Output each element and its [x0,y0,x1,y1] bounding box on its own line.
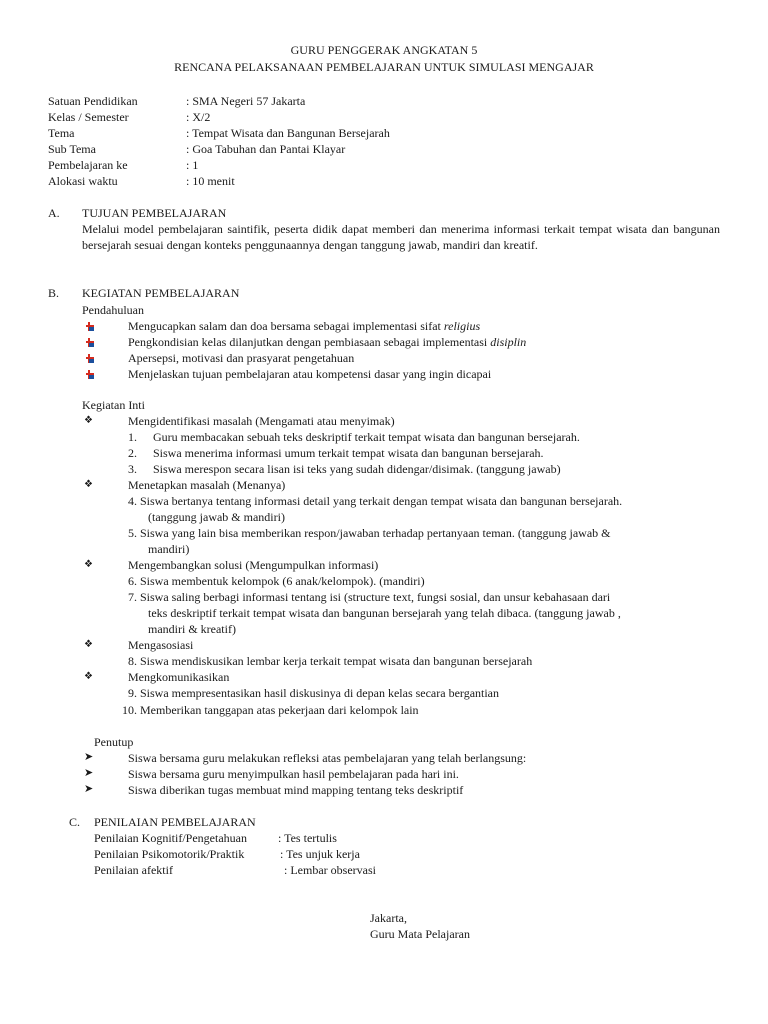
inti-step-title: Mengidentifikasi masalah (Mengamati atau menyimak) [128,414,395,428]
inti-item: 5. Siswa yang lain bisa memberikan respon/jawaban terhadap pertanyaan teman. (tanggung jawab & [128,526,611,540]
header-line-1: GURU PENGGERAK ANGKATAN 5 [290,43,478,57]
arrow-bullet-icon: ➤ [84,750,94,763]
inti-item-continuation: (tanggung jawab & mandiri) [148,510,285,524]
red-bullet-icon [86,322,94,331]
inti-item: Siswa menerima informasi umum terkait tempat wisata dan bangunan bersejarah. [153,446,544,460]
inti-item-continuation: mandiri & kreatif) [148,622,236,636]
penilaian-value: : Tes unjuk kerja [280,847,360,861]
penutup-item: Siswa diberikan tugas membuat mind mapping tentang teks deskriptif [128,783,464,797]
inti-item-continuation: teks deskriptif terkait tempat wisata dan bangunan bersejarah yang telah dibaca. (tanggung jawab , [148,606,621,620]
identity-label: Sub Tema [48,142,96,156]
identity-value: : 1 [186,158,199,172]
pendahuluan-item: Menjelaskan tujuan pembelajaran atau kompetensi dasar yang ingin dicapai [128,367,492,381]
section-c-letter: C. [69,815,81,829]
identity-value: : X/2 [186,110,211,124]
penutup-item: Siswa bersama guru melakukan refleksi atas pembelajaran yang telah berlangsung: [128,751,527,765]
inti-item-number: 3. [128,462,137,476]
identity-value: : SMA Negeri 57 Jakarta [186,94,306,108]
diamond-bullet-icon: ❖ [84,415,93,426]
penilaian-label: Penilaian Kognitif/Pengetahuan [94,831,247,845]
pendahuluan-item-emphasis: disiplin [490,335,527,349]
header-line-2: RENCANA PELAKSANAAN PEMBELAJARAN UNTUK SIMULASI MENGAJAR [174,60,594,74]
inti-item: 10. Memberikan tanggapan atas pekerjaan dari kelompok lain [122,703,419,717]
pendahuluan-item-emphasis: religius [443,319,481,333]
identity-label: Tema [48,126,75,140]
diamond-bullet-icon: ❖ [84,639,93,650]
pendahuluan-item: Mengucapkan salam dan doa bersama sebagai implementasi sifat religius [128,319,481,333]
identity-value: : Tempat Wisata dan Bangunan Bersejarah [186,126,390,140]
inti-item-number: 2. [128,446,137,460]
signature-role: Guru Mata Pelajaran [370,927,470,941]
diamond-bullet-icon: ❖ [84,559,93,570]
red-bullet-icon [86,354,94,363]
inti-step-title: Mengasosiasi [128,638,194,652]
identity-value: : 10 menit [186,174,235,188]
inti-item: Siswa merespon secara lisan isi teks yang sudah didengar/disimak. (tanggung jawab) [153,462,561,476]
inti-item: 8. Siswa mendiskusikan lembar kerja terkait tempat wisata dan bangunan bersejarah [128,654,533,668]
inti-step-title: Mengkomunikasikan [128,670,230,684]
section-a-paragraph: Melalui model pembelajaran saintifik, peserta didik dapat memberi dan menerima informasi terkait tempat wisata dan bangunan bersejarah sesuai dengan konteks penggunaannya dengan tanggung jawab, mandiri dan kreatif. [82,222,720,252]
section-a-title: TUJUAN PEMBELAJARAN [82,206,227,220]
diamond-bullet-icon: ❖ [84,479,93,490]
inti-item: 4. Siswa bertanya tentang informasi detail yang terkait dengan tempat wisata dan bangunan bersejarah. [128,494,623,508]
inti-step-title: Mengembangkan solusi (Mengumpulkan informasi) [128,558,379,572]
pendahuluan-item: Pengkondisian kelas dilanjutkan dengan pembiasaan sebagai implementasi disiplin [128,335,527,349]
pendahuluan-title: Pendahuluan [82,303,144,317]
penutup-item: Siswa bersama guru menyimpulkan hasil pembelajaran pada hari ini. [128,767,459,781]
red-bullet-icon [86,338,94,347]
inti-item-continuation: mandiri) [148,542,190,556]
arrow-bullet-icon: ➤ [84,782,94,795]
pendahuluan-item: Apersepsi, motivasi dan prasyarat pengetahuan [128,351,355,365]
section-b-title: KEGIATAN PEMBELAJARAN [82,286,240,300]
inti-step-title: Menetapkan masalah (Menanya) [128,478,286,492]
identity-value: : Goa Tabuhan dan Pantai Klayar [186,142,346,156]
section-b-letter: B. [48,286,60,300]
penutup-title: Penutup [94,735,134,749]
identity-label: Satuan Pendidikan [48,94,138,108]
penilaian-label: Penilaian afektif [94,863,173,877]
inti-item-number: 1. [128,430,137,444]
identity-label: Alokasi waktu [48,174,118,188]
section-a-letter: A. [48,206,60,220]
inti-item: 7. Siswa saling berbagi informasi tentang isi (structure text, fungsi sosial, dan unsur kebahasaan dari [128,590,611,604]
signature-place: Jakarta, [370,911,407,925]
penilaian-value: : Lembar observasi [284,863,376,877]
red-bullet-icon [86,370,94,379]
arrow-bullet-icon: ➤ [84,766,94,779]
identity-label: Kelas / Semester [48,110,129,124]
section-c-title: PENILAIAN PEMBELAJARAN [94,815,256,829]
diamond-bullet-icon: ❖ [84,671,93,682]
penilaian-label: Penilaian Psikomotorik/Praktik [94,847,245,861]
penilaian-value: : Tes tertulis [278,831,337,845]
identity-label: Pembelajaran ke [48,158,128,172]
inti-item: 6. Siswa membentuk kelompok (6 anak/kelompok). (mandiri) [128,574,425,588]
inti-item: 9. Siswa mempresentasikan hasil diskusinya di depan kelas secara bergantian [128,686,500,700]
inti-item: Guru membacakan sebuah teks deskriptif terkait tempat wisata dan bangunan bersejarah. [153,430,580,444]
kegiatan-inti-title: Kegiatan Inti [82,398,145,412]
